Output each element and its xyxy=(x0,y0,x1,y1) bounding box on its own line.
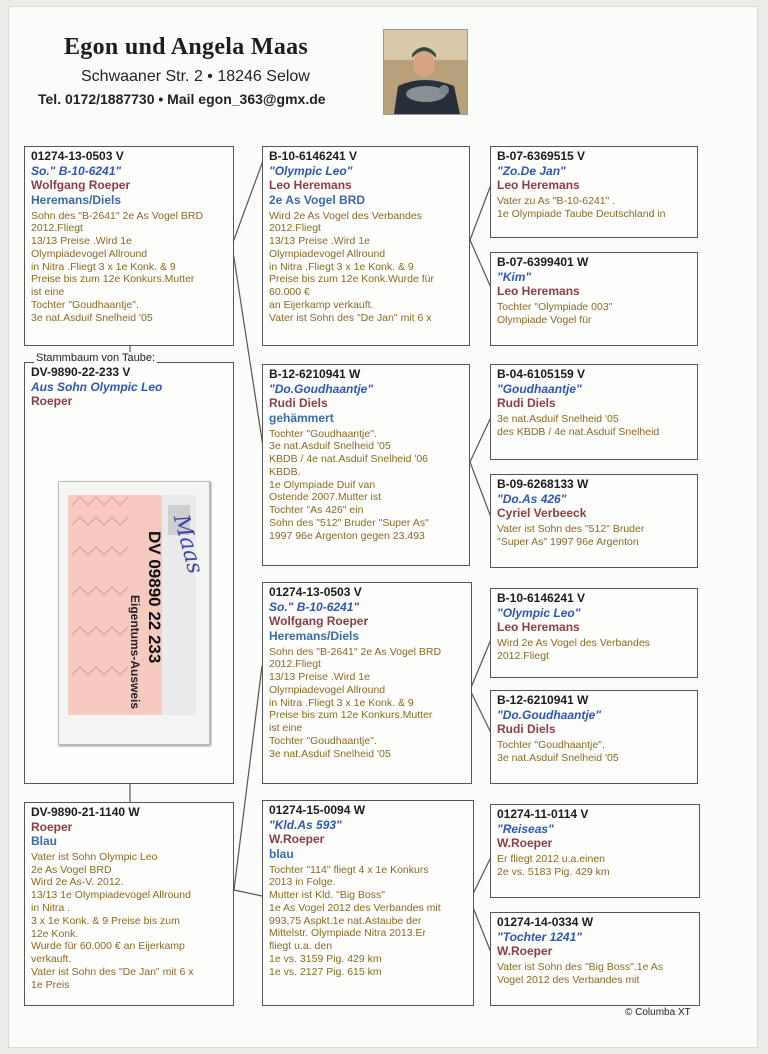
fmm-reg: B-09-6268133 W xyxy=(497,477,589,491)
mm-reg: 01274-15-0094 W xyxy=(269,803,366,817)
mmm-box xyxy=(490,912,700,1006)
mother-color: Blau xyxy=(31,834,58,849)
mfm-owner: Rudi Diels xyxy=(497,722,556,737)
mmm-reg: 01274-14-0334 W xyxy=(497,915,594,929)
fm-box xyxy=(262,364,470,566)
fmf-reg: B-04-6105159 V xyxy=(497,367,586,381)
ffm-reg: B-07-6399401 W xyxy=(497,255,589,269)
breeder-name: Egon und Angela Maas xyxy=(64,34,309,60)
ffm-box xyxy=(490,252,698,346)
ownership-card-signature: Maas xyxy=(167,512,208,577)
ownership-card-title: Eigentums-Ausweis xyxy=(128,595,142,710)
mff-owner: Leo Heremans xyxy=(497,620,580,635)
fm-color: gehämmert xyxy=(269,410,334,425)
ownership-card-number: DV 09890 22 233 xyxy=(145,531,164,664)
father-reg: 01274-13-0503 V xyxy=(31,149,124,163)
ff-reg: B-10-6146241 V xyxy=(269,149,358,163)
mfm-box xyxy=(490,690,698,784)
mm-desc: Tochter "114" fliegt 4 x 1e Konkurs 2013 in Folge. Mutter ist Kld. "Big Boss" 1e As Vogel 2012 des Verbandes mit 993,75 Aspkt.1e nat.Astaube der Mittelstr. Olympiade Nitra 2013.Er fliegt u.a. den 1e vs. 3159 Pig. 429 km 1e vs. 2127 Pig. 615 km xyxy=(269,863,441,978)
mmf-owner: W.Roeper xyxy=(497,836,553,851)
fm-owner: Rudi Diels xyxy=(269,396,328,411)
fmm-desc: Vater ist Sohn des "512" Bruder "Super As" 1997 96e Argenton xyxy=(497,522,645,548)
fm-reg: B-12-6210941 W xyxy=(269,367,361,381)
ff-owner: Leo Heremans xyxy=(269,178,352,193)
mmf-name: "Reiseas" xyxy=(497,821,554,836)
fmm-name: "Do.As 426" xyxy=(497,491,567,506)
mm-box xyxy=(262,800,474,1006)
mmm-owner: W.Roeper xyxy=(497,944,553,959)
fm-name: "Do.Goudhaantje" xyxy=(269,381,374,396)
mf-box xyxy=(262,582,472,784)
mf-name: So." B-10-6241" xyxy=(269,599,360,614)
ffm-desc: Tochter "Olympiade 003" Olympiade Vogel für xyxy=(497,300,613,326)
fm-desc: Tochter "Goudhaantje". 3e nat.Asduif Snelheid '05 KBDB / 4e nat.Asduif Snelheid '06 KBDB. 1e Olympiade Duif van Ostende 2007.Mutter ist Tochter "As 426" ein Sohn des "512" Bruder "Super As" 1997 96e Argenton gegen 23.493 xyxy=(269,427,429,542)
mff-box xyxy=(490,588,698,678)
mmm-desc: Vater ist Sohn des "Big Boss".1e As Vogel 2012 des Verbandes mit xyxy=(497,960,664,986)
mother-box xyxy=(24,802,234,1006)
fmf-name: "Goudhaantje" xyxy=(497,381,582,396)
mother-owner: Roeper xyxy=(31,819,73,834)
ffm-name: "Kim" xyxy=(497,269,532,284)
mfm-name: "Do.Goudhaantje" xyxy=(497,707,602,722)
father-box xyxy=(24,146,234,346)
father-color: Heremans/Diels xyxy=(31,192,122,207)
ff-name: "Olympic Leo" xyxy=(269,163,353,178)
mf-owner: Wolfgang Roeper xyxy=(269,614,369,629)
ff-box xyxy=(262,146,470,346)
mfm-desc: Tochter "Goudhaantje". 3e nat.Asduif Snelheid '05 xyxy=(497,738,619,764)
mm-owner: W.Roeper xyxy=(269,832,325,847)
copyright-note: © Columba XT xyxy=(625,1007,691,1018)
ff-color: 2e As Vogel BRD xyxy=(269,192,366,207)
mff-desc: Wird 2e As Vogel des Verbandes 2012.Fliegt xyxy=(497,636,650,662)
fff-box xyxy=(490,146,698,238)
mother-desc: Vater ist Sohn Olympic Leo 2e As Vogel BRD Wird 2e As-V. 2012. 13/13 1e Olympiadevogel Allround in Nitra . 3 x 1e Konk. & 9 Preise bis zum 12e Konk. Wurde für 60.000 € an Eijerkamp verkauft. Vater ist Sohn des "De Jan" mit 6 x 1e Preis xyxy=(31,850,194,991)
mff-name: "Olympic Leo" xyxy=(497,605,581,620)
subject-owner: Roeper xyxy=(31,394,73,409)
fmm-owner: Cyriel Verbeeck xyxy=(497,506,587,521)
fmm-box xyxy=(490,474,698,568)
mmf-desc: Er fliegt 2012 u.a.einen 2e vs. 5183 Pig. 429 km xyxy=(497,852,610,878)
mfm-reg: B-12-6210941 W xyxy=(497,693,589,707)
mff-reg: B-10-6146241 V xyxy=(497,591,586,605)
mf-color: Heremans/Diels xyxy=(269,628,360,643)
breeder-contact: Tel. 0172/1887730 • Mail egon_363@gmx.de xyxy=(38,91,326,107)
subject-reg: DV-9890-22-233 V xyxy=(31,365,131,379)
mmm-name: "Tochter 1241" xyxy=(497,929,582,944)
mmf-reg: 01274-11-0114 V xyxy=(497,807,589,821)
fff-desc: Vater zu As "B-10-6241" . 1e Olympiade Taube Deutschland in xyxy=(497,194,666,220)
mother-reg: DV-9890-21-1140 W xyxy=(31,805,140,819)
mf-desc: Sohn des "B-2641" 2e As Vogel BRD 2012.Fliegt 13/13 Preise .Wird 1e Olympiadevogel Allround in Nitra .Fliegt 3 x 1e Konk. & 9 Preise bis zum 12e Konkurs.Mutter ist eine Tochter "Goudhaantje". 3e nat.Asduif Snelheid '05 xyxy=(269,645,442,760)
father-owner: Wolfgang Roeper xyxy=(31,178,131,193)
father-desc: Sohn des "B-2641" 2e As Vogel BRD 2012.Fliegt 13/13 Preise .Wird 1e Olympiadevogel Allround in Nitra .Fliegt 3 x 1e Konk. & 9 Preise bis zum 12e Konkurs.Mutter ist eine Tochter "Goudhaantje". 3e nat.Asduif Snelheid '05 xyxy=(31,209,204,324)
ff-desc: Wird 2e As Vogel des Verbandes 2012.Fliegt 13/13 Preise .Wird 1e Olympiadevogel Allround in Nitra .Fliegt 3 x 1e Konk. & 9 Preise bis zum 12e Konk.Wurde für 60.000 € an Eijerkamp verkauft. Vater ist Sohn des "De Jan" mit 6 x xyxy=(269,209,434,324)
mf-reg: 01274-13-0503 V xyxy=(269,585,362,599)
mmf-box xyxy=(490,804,700,898)
fmf-owner: Rudi Diels xyxy=(497,396,556,411)
fff-owner: Leo Heremans xyxy=(497,178,580,193)
mm-color: blau xyxy=(269,846,294,861)
father-name: So." B-10-6241" xyxy=(31,163,122,178)
fmf-desc: 3e nat.Asduif Snelheid '05 des KBDB / 4e nat.Asduif Snelheid xyxy=(497,412,660,438)
breeder-address: Schwaaner Str. 2 • 18246 Selow xyxy=(81,68,310,85)
pedigree-label: Stammbaum von Taube: xyxy=(36,352,156,364)
fmf-box xyxy=(490,364,698,460)
fff-reg: B-07-6369515 V xyxy=(497,149,586,163)
subject-name: Aus Sohn Olympic Leo xyxy=(31,379,163,394)
ffm-owner: Leo Heremans xyxy=(497,284,580,299)
mm-name: "Kld.As 593" xyxy=(269,817,342,832)
fff-name: "Zo.De Jan" xyxy=(497,163,566,178)
